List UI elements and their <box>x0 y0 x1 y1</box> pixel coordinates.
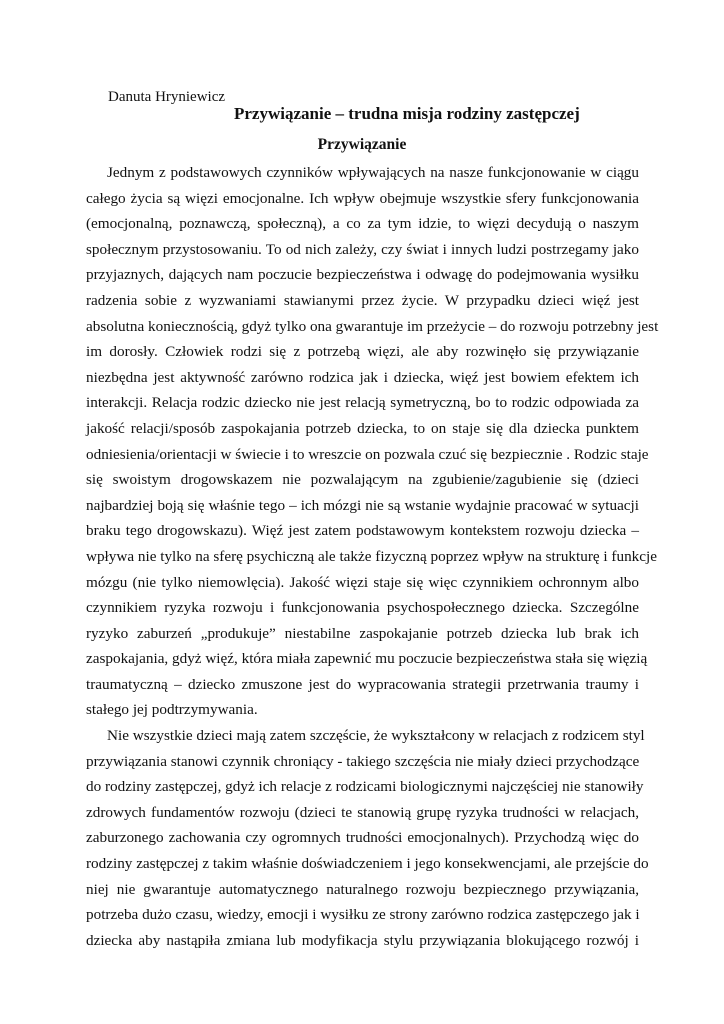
text-line: przywiązania stanowi czynnik chroniący - takiego szczęścia nie miały dzieci przychodzące <box>86 752 640 770</box>
text-line: dziecka aby nastąpiła zmiana lub modyfikacja stylu przywiązania blokującego rozwój i <box>86 931 639 949</box>
text-line: zaspokajania, gdyż więź, która miała zapewnić mu poczucie bezpieczeństwa stała się więzią <box>86 650 648 668</box>
text-line: czynnikiem ryzyka rozwoju i funkcjonowania psychospołecznego dziecka. Szczególne <box>86 599 639 617</box>
text-line: braku tego drogowskazu). Więź jest zatem podstawowym kontekstem rozwoju dziecka – <box>86 522 639 540</box>
text-line: odniesienia/orientacji w świecie i to wreszcie on pozwala czuć się bezpiecznie . Rodzic staje <box>86 445 649 463</box>
section-heading: Przywiązanie <box>317 136 407 153</box>
text-line: przyjaznych, dających nam poczucie bezpieczeństwa i odwagę do podejmowania wysiłku <box>86 266 639 284</box>
body-text <box>86 160 659 953</box>
text-line: mózgu (nie tylko niemowlęcia). Jakość więzi staje się więc czynnikiem ochronnym albo <box>86 573 639 591</box>
text-line: zaburzonego zachowania czy ogromnych trudności emocjonalnych). Przychodzą więc do <box>86 829 639 847</box>
text-line: Jednym z podstawowych czynników wpływających na nasze funkcjonowanie w ciągu <box>107 164 639 181</box>
text-line: niezbędna jest aktywność zarówno rodzica jak i dziecka, więź jest bowiem efektem ich <box>86 368 639 386</box>
text-line: rodziny zastępczej z takim właśnie doświadczeniem i jego konsekwencjami, ale przejście do <box>86 855 649 873</box>
text-line: absolutna koniecznością, gdyż tylko ona gwarantuje im przeżycie – do rozwoju potrzebny jest <box>86 317 659 335</box>
text-line: stałego jej podtrzymywania. <box>86 701 258 719</box>
text-line: zdrowych fundamentów rozwoju (dzieci te stanowią grupę ryzyka trudności w relacjach, <box>86 803 639 821</box>
text-line: interakcji. Relacja rodzic dziecko nie jest relacją symetryczną, bo to rodzic odpowiada za <box>86 394 639 412</box>
text-line: traumatyczną – dziecko zmuszone jest do wypracowania strategii przetrwania traumy i <box>86 675 639 693</box>
text-line: niej nie gwarantuje automatycznego naturalnego rozwoju bezpiecznego przywiązania, <box>86 880 639 898</box>
text-line: do rodziny zastępczej, gdyż ich relacje z rodzicami biologicznymi najczęściej nie stanowiły <box>86 778 644 796</box>
text-line: potrzeba dużo czasu, wiedzy, emocji i wysiłku ze strony zarówno rodzica zastępczego jak i <box>86 906 640 924</box>
author-name: Danuta Hryniewicz <box>108 89 226 105</box>
document-title: Przywiązanie – trudna misja rodziny zastępczej <box>234 104 580 123</box>
text-line: społecznym przystosowaniu. To od nich zależy, czy świat i innych ludzi postrzegamy jako <box>86 240 639 258</box>
text-line: ryzyko zaburzeń „produkuje” niestabilne zaspokajanie potrzeb dziecka lub brak ich <box>86 624 639 642</box>
text-line: (emocjonalną, poznawczą, społeczną), a co za tym idzie, to więzi decydują o naszym <box>86 215 639 233</box>
text-line: najbardziej boją się właśnie tego – ich mózgi nie są wstanie wydajnie pracować w sytuacji <box>86 496 639 514</box>
text-line: całego życia są więzi emocjonalne. Ich wpływ obejmuje wszystkie sfery funkcjonowania <box>86 189 639 207</box>
text-line: jakość relacji/sposób zaspokajania potrzeb dziecka, to on staje się dla dziecka punktem <box>86 419 639 437</box>
text-line: radzenia sobie z wyzwaniami stawianymi przez życie. W przypadku dzieci więź jest <box>86 291 639 309</box>
text-line: Nie wszystkie dzieci mają zatem szczęście, że wykształcony w relacjach z rodzicem styl <box>107 727 645 745</box>
text-line: wpływa nie tylko na sferę psychiczną ale także fizyczną poprzez wpływ na strukturę i funkcje <box>86 547 657 565</box>
text-line: im dorosły. Człowiek rodzi się z potrzebą więzi, ale aby rozwinęło się przywiązanie <box>86 343 639 361</box>
text-line: się swoistym drogowskazem nie pozwalającym na zgubienie/zagubienie się (dzieci <box>86 471 639 489</box>
